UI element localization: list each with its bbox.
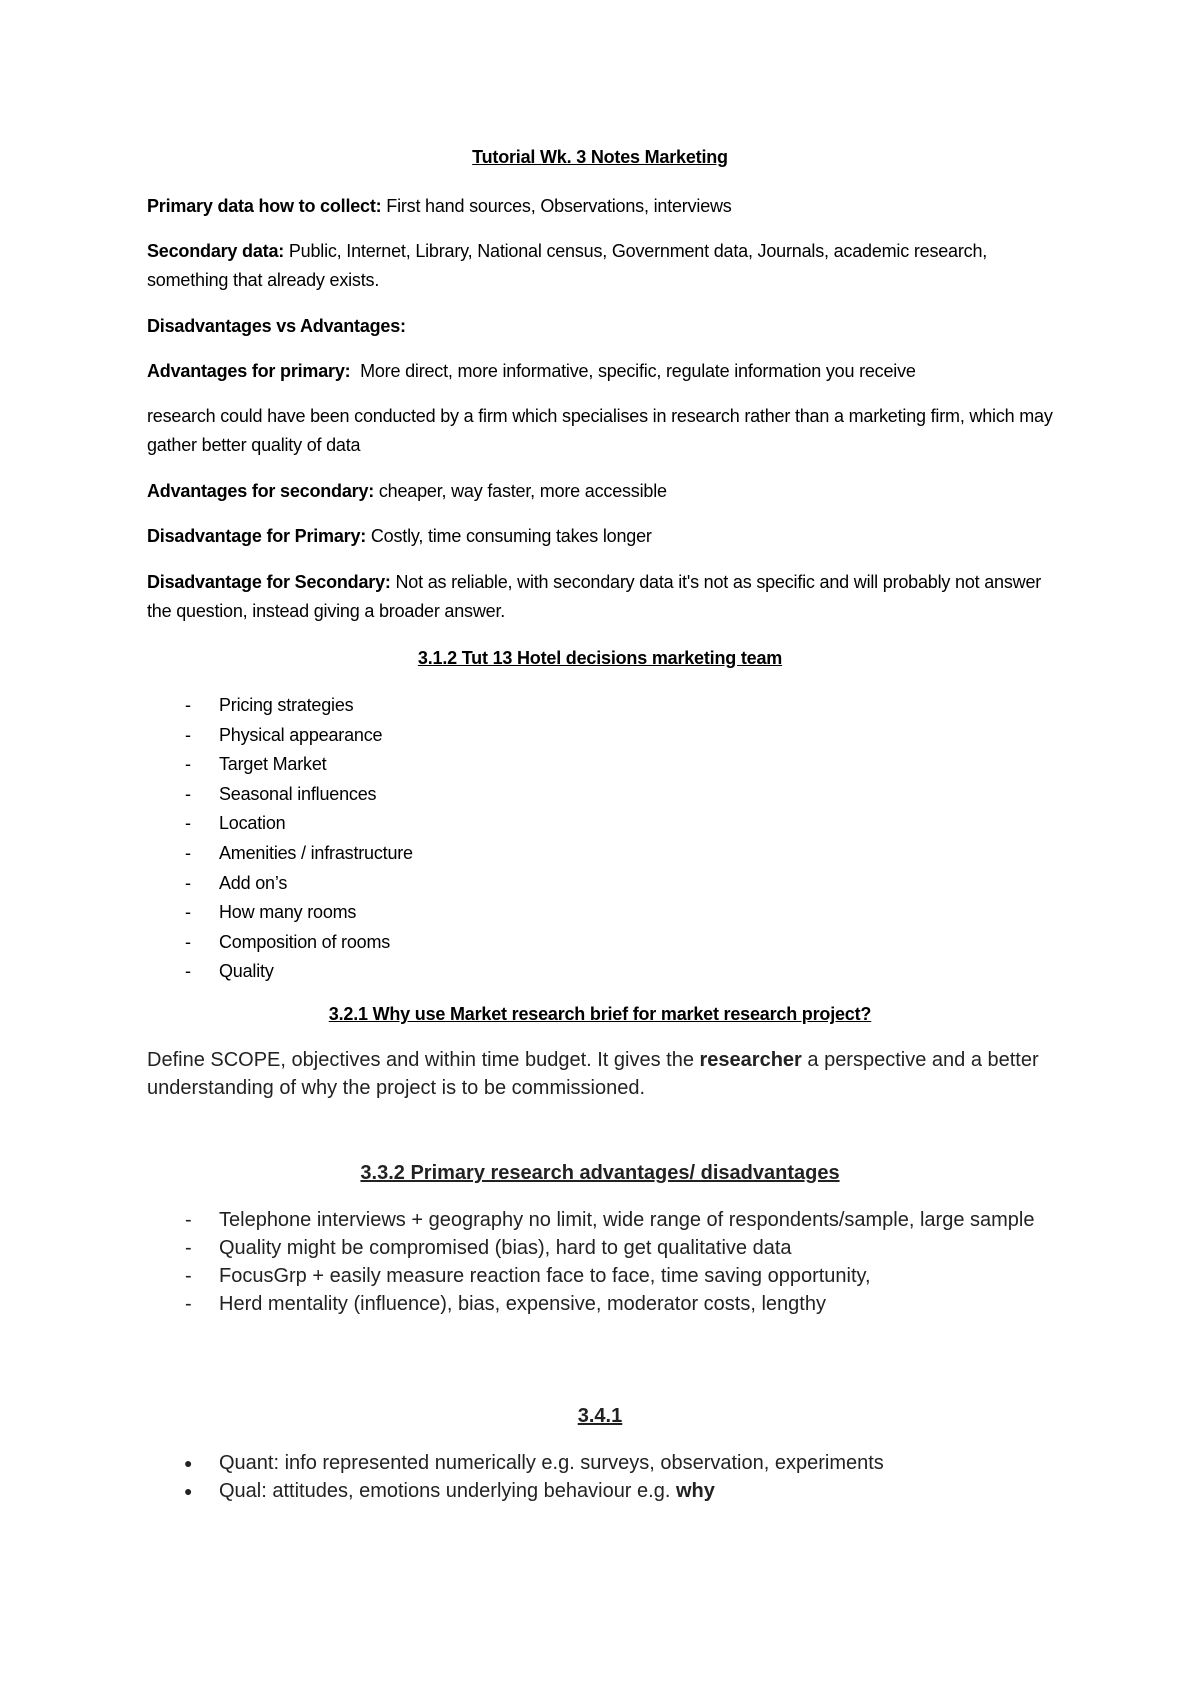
dash-marker: - [185, 931, 191, 952]
list-item: ● Quant: info represented numerically e.g. surveys, observation, experiments [147, 1449, 1067, 1477]
dash-marker: - [185, 695, 191, 715]
why-emphasis: why [675, 1480, 715, 1502]
adv-secondary-text: cheaper, way faster, more accessible [374, 481, 667, 501]
list-item: - How many rooms [147, 898, 1067, 928]
list-item: - Physical appearance [147, 721, 1067, 751]
section-341-heading: 3.4.1 [577, 1405, 623, 1427]
secondary-data-text: Public, Internet, Library, National census, Government data, Journals, academic research, something that already exists. [147, 241, 988, 290]
primary-data-text: First hand sources, Observations, interviews [381, 196, 732, 216]
paragraph-advantages-primary [147, 357, 1067, 386]
quant-qual-list [147, 1449, 1067, 1505]
primary-research-list [147, 1206, 1067, 1318]
dash-marker: - [185, 783, 191, 804]
secondary-data-label: Secondary data: [147, 241, 285, 261]
list-item: - Pricing strategies [147, 691, 1067, 721]
list-item: - Location [147, 809, 1067, 839]
list-item: ● Qual: attitudes, emotions underlying behaviour e.g. why [147, 1477, 1067, 1505]
hotel-decisions-list [147, 691, 1067, 987]
list-item: - Seasonal influences [147, 780, 1067, 810]
dash-marker: - [185, 1265, 192, 1287]
paragraph-disadvantage-primary [147, 522, 1067, 551]
disadv-secondary-text: Not as reliable, with secondary data it's not as specific and will probably not answer the question, instead giving a broader answer. [147, 572, 1042, 621]
list-item: - Amenities / infrastructure [147, 839, 1067, 869]
paragraph-disadvantage-secondary [147, 568, 1067, 626]
list-item: - Telephone interviews + geography no limit, wide range of respondents/sample, large sample [147, 1206, 1067, 1234]
dash-marker: - [185, 1237, 192, 1259]
section-321-heading: 3.2.1 Why use Market research brief for market research project? [328, 1004, 872, 1024]
section-312-heading: 3.1.2 Tut 13 Hotel decisions marketing team [417, 648, 783, 668]
dash-marker: - [185, 961, 191, 982]
list-item: - Target Market [147, 750, 1067, 780]
dash-marker: - [185, 754, 191, 775]
list-item: - Quality might be compromised (bias), hard to get qualitative data [147, 1234, 1067, 1262]
heading-disadvantages-vs-advantages [147, 312, 1067, 341]
disadv-vs-adv-label: Disadvantages vs Advantages: [147, 316, 406, 336]
list-item: - Composition of rooms [147, 928, 1067, 958]
document-title: Tutorial Wk. 3 Notes Marketing [472, 147, 728, 167]
paragraph-primary-data [147, 192, 1067, 221]
adv-primary-label: Advantages for primary: [147, 361, 351, 381]
disadv-primary-label: Disadvantage for Primary: [147, 526, 367, 546]
adv-secondary-label: Advantages for secondary: [147, 481, 375, 501]
list-item: - Add on’s [147, 869, 1067, 899]
list-item: - Herd mentality (influence), bias, expensive, moderator costs, lengthy [147, 1290, 1067, 1318]
dash-marker: - [185, 902, 191, 923]
dash-marker: - [185, 813, 191, 834]
disadv-secondary-label: Disadvantage for Secondary: [147, 572, 391, 592]
researcher-emphasis: researcher [699, 1049, 802, 1071]
bullet-icon: ● [184, 1455, 193, 1471]
paragraph-advantages-secondary [147, 477, 1067, 506]
list-item: - FocusGrp + easily measure reaction face to face, time saving opportunity, [147, 1262, 1067, 1290]
dash-marker: - [185, 1293, 192, 1315]
adv-primary-text: More direct, more informative, specific, regulate information you receive [350, 361, 916, 381]
bullet-icon: ● [184, 1483, 193, 1499]
dash-marker: - [185, 872, 191, 893]
section-321-paragraph: Define SCOPE, objectives and within time budget. It gives the researcher a perspective and a better understanding of why the project is to be commissioned. [147, 1049, 1039, 1099]
paragraph-secondary-data [147, 237, 1067, 295]
dash-marker: - [185, 724, 191, 745]
list-item: - Quality [147, 957, 1067, 987]
dash-marker: - [185, 1209, 192, 1231]
primary-data-label: Primary data how to collect: [147, 196, 382, 216]
disadv-primary-text: Costly, time consuming takes longer [366, 526, 652, 546]
dash-marker: - [185, 842, 191, 863]
paragraph-research-firm: research could have been conducted by a firm which specialises in research rather than a marketing firm, which may gather better quality of data [147, 406, 1053, 455]
section-332-heading: 3.3.2 Primary research advantages/ disadvantages [360, 1162, 840, 1184]
